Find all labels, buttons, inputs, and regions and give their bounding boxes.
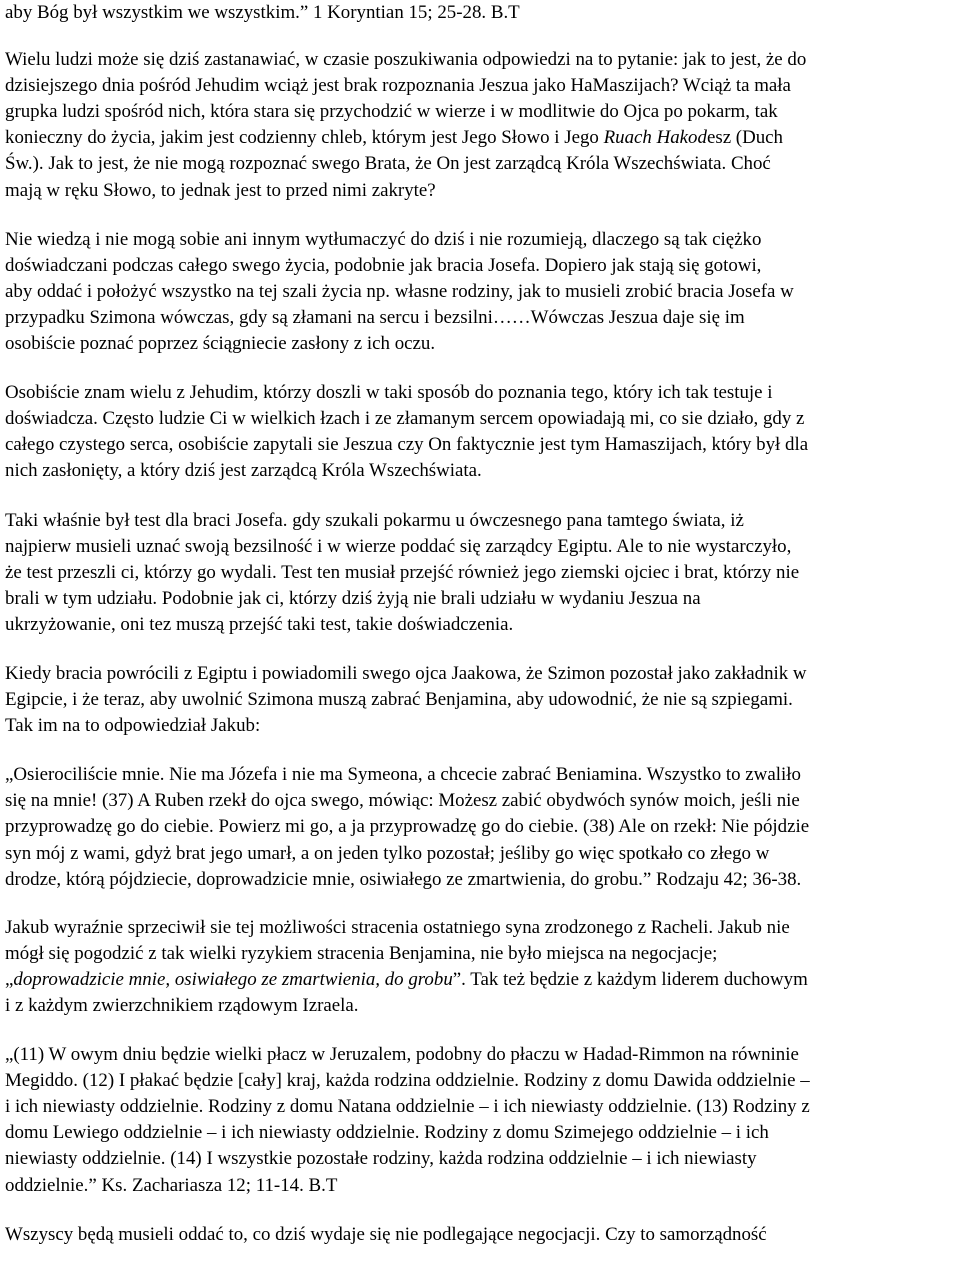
text-line: nich zasłonięty, a który dziś jest zarządcą Króla Wszechświata.: [5, 460, 482, 482]
paragraph-3: [5, 380, 955, 484]
text-line: drodze, którą pójdziecie, doprowadzicie mnie, osiwiałego ze zmartwienia, do grobu.” Rodzaju 42; 36-38.: [5, 868, 802, 890]
text-line: się na mnie! (37) A Ruben rzekł do ojca swego, mówiąc: Możesz zabić obydwóch synów moich, jeśli nie: [5, 790, 800, 812]
text-line: mógł się pogodzić z tak wielki ryzykiem stracenia Benjamina, nie było miejsca na negocjacje;: [5, 942, 718, 964]
text-line: domu Lewiego oddzielnie – i ich niewiasty oddzielnie. Rodziny z domu Szimejego oddzielnie – i ich: [5, 1122, 769, 1144]
text-line: „(11) W owym dniu będzie wielki płacz w Jeruzalem, podobny do płaczu w Hadad-Rimmon na równinie: [5, 1044, 799, 1066]
text-line: ukrzyżowanie, oni tez muszą przejść taki test, takie doświadczenia.: [5, 613, 514, 635]
text-line: i ich niewiasty oddzielnie. Rodziny z domu Natana oddzielnie – i ich niewiasty oddzielnie. (13) Rodziny z: [5, 1096, 810, 1118]
text-line: dzisiejszego dnia pośród Jehudim wciąż jest brak rozpoznania Jeszua jako HaMaszijach? Wciąż ta mała: [5, 75, 791, 97]
text-line: i z każdym zwierzchnikiem rządowym Izraela.: [5, 995, 359, 1016]
text-line: najpierw musieli uznać swoją bezsilność i w wierze poddać się zarządcy Egiptu. Ale to nie wystarczyło,: [5, 535, 792, 557]
text-line: Kiedy bracia powrócili z Egiptu i powiadomili swego ojca Jaakowa, że Szimon pozostał jako zakładnik w: [5, 662, 807, 684]
text-line: Wielu ludzi może się dziś zastanawiać, w czasie poszukiwania odpowiedzi na to pytanie: jak to jest, że do: [5, 49, 807, 71]
text-line: [5, 125, 955, 151]
text-line: Tak im na to odpowiedział Jakub:: [5, 715, 261, 737]
text-line: oddzielnie.” Ks. Zachariasza 12; 11-14. B.T: [5, 1174, 338, 1196]
paragraph-4: [5, 508, 955, 638]
quote-genesis: [5, 762, 955, 892]
italic-term: Ruach Hakod: [603, 127, 707, 149]
text-line: doświadczani podczas całego swego życia, podobnie jak bracia Josefa. Dopiero jak stają się gotowi,: [5, 254, 762, 276]
text-line: całego czystego serca, osobiście zapytali sie Jeszua czy On faktycznie jest tym Hamaszijach, który był dla: [5, 434, 809, 456]
text-line: Nie wiedzą i nie mogą sobie ani innym wytłumaczyć do dziś i nie rozumieją, dlaczego są tak ciężko: [5, 228, 762, 250]
text-line: Jakub wyraźnie sprzeciwił sie tej możliwości stracenia ostatniego syna zrodzonego z Racheli. Jakub nie: [5, 916, 790, 938]
text-line: Egipcie, i że teraz, aby uwolnić Szimona muszą zabrać Benjamina, aby udowodnić, że nie są szpiegami.: [5, 689, 793, 711]
text-line: aby oddać i położyć wszystko na tej szali życia np. własne rodziny, jak to musieli zrobić bracia Josefa w: [5, 280, 794, 302]
text-line: aby Bóg był wszystkim we wszystkim.” 1 Koryntian 15; 25-28. B.T: [5, 2, 520, 23]
text-line: Wszyscy będą musieli oddać to, co dziś wydaje się nie podlegające negocjacji. Czy to samorządność: [5, 1223, 767, 1245]
paragraph-7: [5, 915, 955, 1019]
text-line: osobiście poznać poprzez ściągniecie zasłony z ich oczu.: [5, 333, 436, 355]
text-line: [5, 967, 955, 993]
text-line: mają w ręku Słowo, to jednak jest to przed nimi zakryte?: [5, 179, 436, 201]
quote-zechariah: [5, 1042, 955, 1199]
text-line: Megiddo. (12) I płakać będzie [cały] kraj, każda rodzina oddzielnie. Rodziny z domu Dawida oddzielnie –: [5, 1070, 810, 1092]
text-line: Św.). Jak to jest, że nie mogą rozpoznać swego Brata, że On jest zarządcą Króla Wszechświata. Choć: [5, 153, 771, 175]
text-line: brali w tym udziału. Podobnie jak ci, którzy dziś żyją nie brali udziału w wydaniu Jeszua na: [5, 587, 701, 609]
text-line: przyprowadzę go do ciebie. Powierz mi go, a ja przyprowadzę go do ciebie. (38) Ale on rzekł: Nie pójdzie: [5, 816, 810, 838]
text-line: że test przeszli ci, którzy go wydali. Test ten musiał przejść również jego ziemski ojciec i brat, którzy nie: [5, 561, 800, 583]
paragraph-intro: [5, 0, 955, 26]
text-run: ”. Tak też będzie z każdym liderem duchowym: [452, 968, 808, 990]
paragraph-5: [5, 661, 955, 739]
text-line: grupka ludzi spośród nich, która stara się przychodzić w wierze i w modlitwie do Ojca po pokarm, tak: [5, 101, 778, 123]
text-line: przypadku Szimona wówczas, gdy są złamani na sercu i bezsilni……Wówczas Jeszua daje się im: [5, 306, 745, 328]
text-line: doświadcza. Często ludzie Ci w wielkich łzach i ze złamanym sercem opowiadają mi, co sie działo, gdy z: [5, 408, 805, 430]
text-run: konieczny do życia, jakim jest codzienny chleb, którym jest Jego Słowo i Jego: [5, 127, 604, 149]
paragraph-1: [5, 47, 955, 204]
paragraph-9: [5, 1222, 955, 1248]
document-page: [5, 0, 955, 1248]
text-run: „: [5, 968, 14, 990]
italic-quote: doprowadzicie mnie, osiwiałego ze zmartwienia, do grobu: [13, 968, 453, 990]
text-line: Osobiście znam wielu z Jehudim, którzy doszli w taki sposób do poznania tego, który ich tak testuje i: [5, 382, 773, 404]
text-line: niewiasty oddzielnie. (14) I wszystkie pozostałe rodziny, każda rodzina oddzielnie – i ich niewiasty: [5, 1148, 757, 1170]
text-run: esz (Duch: [706, 127, 784, 149]
text-line: syn mój z wami, gdyż brat jego umarł, a on jeden tylko pozostał; jeśliby go więc spotkało co złego w: [5, 842, 770, 864]
paragraph-2: [5, 227, 955, 357]
text-line: Taki właśnie był test dla braci Josefa. gdy szukali pokarmu u ówczesnego pana tamtego świata, iż: [5, 509, 744, 531]
text-line: „Osierociliście mnie. Nie ma Józefa i nie ma Symeona, a chcecie zabrać Beniamina. Wszystko to zwaliło: [5, 764, 801, 786]
